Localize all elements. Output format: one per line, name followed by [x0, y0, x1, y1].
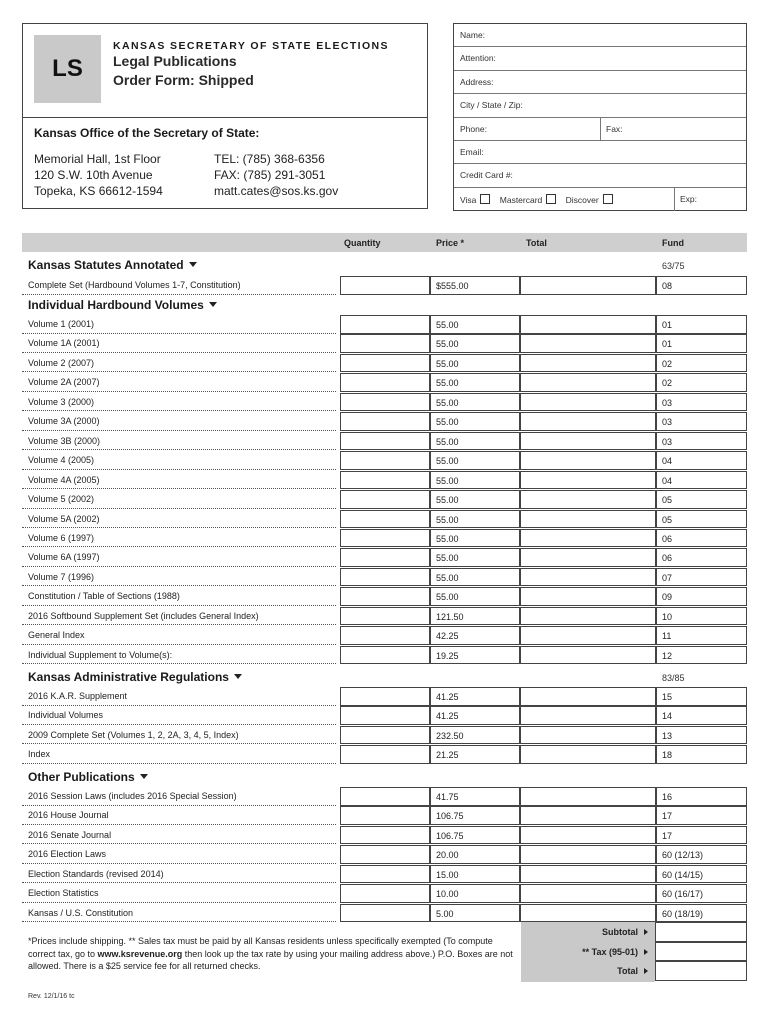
price-cell: 121.50	[430, 607, 520, 626]
table-row	[22, 787, 747, 806]
city-state-zip-field[interactable]	[454, 94, 746, 117]
total-input[interactable]	[520, 726, 656, 745]
table-row	[22, 412, 747, 431]
fund-cell: 07	[656, 568, 747, 587]
table-row	[22, 510, 747, 529]
arrow-right-icon	[644, 949, 648, 955]
price-cell: 106.75	[430, 806, 520, 825]
total-input[interactable]	[520, 845, 656, 864]
price-cell: 21.25	[430, 745, 520, 764]
address-field[interactable]	[454, 71, 746, 94]
total-input[interactable]	[520, 393, 656, 412]
table-row	[22, 451, 747, 470]
mastercard-label: Mastercard	[499, 194, 543, 205]
quantity-input[interactable]	[340, 276, 430, 295]
form-title-line1: Legal Publications	[113, 53, 237, 69]
table-row	[22, 490, 747, 509]
fund-cell: 17	[656, 806, 747, 825]
fund-cell: 01	[656, 334, 747, 353]
price-cell: 55.00	[430, 471, 520, 490]
quantity-input[interactable]	[340, 373, 430, 392]
price-cell: 55.00	[430, 510, 520, 529]
city-label: City / State / Zip:	[460, 100, 523, 111]
dotted-leader	[22, 724, 336, 725]
phone-line: TEL: (785) 368-6356	[214, 152, 325, 166]
fund-cell: 18	[656, 745, 747, 764]
dotted-leader	[22, 824, 336, 825]
table-row	[22, 904, 747, 923]
total-text: Total	[617, 966, 638, 976]
section-fund: 83/85	[662, 673, 685, 683]
quantity-input[interactable]	[340, 706, 430, 725]
quantity-input[interactable]	[340, 806, 430, 825]
item-name: Volume 1 (2001)	[28, 319, 95, 329]
email-field[interactable]	[454, 141, 746, 164]
table-row	[22, 726, 747, 745]
price-cell: 55.00	[430, 412, 520, 431]
fund-cell: 02	[656, 373, 747, 392]
fund-cell: 06	[656, 529, 747, 548]
table-row	[22, 607, 747, 626]
item-name: Volume 6 (1997)	[28, 532, 95, 543]
total-label	[617, 966, 648, 976]
table-row	[22, 646, 747, 665]
table-row	[22, 706, 747, 725]
fund-cell: 06	[656, 548, 747, 567]
table-row	[22, 687, 747, 706]
dotted-leader	[22, 352, 336, 353]
total-input[interactable]	[520, 626, 656, 645]
price-cell: 55.00	[430, 587, 520, 606]
item-name: Volume 3A (2000)	[28, 416, 100, 427]
item-name: Volume 2A (2007)	[28, 377, 100, 388]
table-row	[22, 884, 747, 903]
total-input[interactable]	[520, 412, 656, 431]
item-name: Volume 6A (1997)	[28, 552, 100, 563]
dotted-leader	[22, 333, 336, 334]
fund-cell: 17	[656, 826, 747, 845]
total-input[interactable]	[655, 961, 747, 981]
item-name: Volume 4A (2005)	[28, 474, 100, 485]
col-price: Price *	[436, 238, 465, 248]
dotted-leader	[22, 805, 336, 806]
subtotal-input[interactable]	[655, 922, 747, 942]
dotted-leader	[22, 705, 336, 706]
total-input[interactable]	[520, 432, 656, 451]
table-row	[22, 373, 747, 392]
item-name: Volume 3 (2000)	[28, 396, 95, 407]
address-line: 120 S.W. 10th Avenue	[34, 168, 153, 182]
price-cell: 41.75	[430, 787, 520, 806]
quantity-input[interactable]	[340, 490, 430, 509]
item-name: Individual Supplement to Volume(s):	[28, 649, 173, 660]
arrow-right-icon	[644, 968, 648, 974]
quantity-input[interactable]	[340, 432, 430, 451]
agency-name: KANSAS SECRETARY OF STATE ELECTIONS	[113, 40, 389, 52]
caret-down-icon[interactable]	[209, 302, 217, 307]
name-field[interactable]	[454, 24, 746, 47]
price-cell: 55.00	[430, 393, 520, 412]
dotted-leader	[22, 469, 336, 470]
total-input[interactable]	[520, 806, 656, 825]
section-title[interactable]	[28, 670, 242, 684]
price-cell: 5.00	[430, 904, 520, 923]
fund-cell: 60 (18/19)	[656, 904, 747, 923]
quantity-input[interactable]	[340, 646, 430, 665]
section-title-text: Kansas Statutes Annotated	[28, 258, 184, 272]
total-input[interactable]	[520, 568, 656, 587]
total-input[interactable]	[520, 745, 656, 764]
dotted-leader	[22, 449, 336, 450]
quantity-input[interactable]	[340, 904, 430, 923]
divider	[600, 118, 601, 140]
total-input[interactable]	[520, 826, 656, 845]
table-row	[22, 276, 747, 295]
price-cell: 232.50	[430, 726, 520, 745]
total-input[interactable]	[520, 373, 656, 392]
fund-cell: 15	[656, 687, 747, 706]
fund-cell: 16	[656, 787, 747, 806]
visa-checkbox[interactable]	[480, 194, 490, 204]
col-total: Total	[526, 238, 547, 248]
total-input[interactable]	[520, 315, 656, 334]
arrow-right-icon	[644, 929, 648, 935]
item-name: Constitution / Table of Sections (1988)	[28, 591, 180, 602]
total-input[interactable]	[520, 884, 656, 903]
total-input[interactable]	[520, 334, 656, 353]
item-name: Election Statistics	[28, 888, 99, 899]
item-name: Volume 1A (2001)	[28, 338, 100, 349]
fund-cell: 60 (14/15)	[656, 865, 747, 884]
quantity-input[interactable]	[340, 787, 430, 806]
total-input[interactable]	[520, 904, 656, 923]
fund-cell: 02	[656, 354, 747, 373]
dotted-leader	[22, 663, 336, 664]
table-row	[22, 393, 747, 412]
item-name: Complete Set (Hardbound Volumes 1-7, Constitution)	[28, 280, 241, 290]
caret-down-icon[interactable]	[140, 774, 148, 779]
dotted-leader	[22, 391, 336, 392]
price-cell: 55.00	[430, 548, 520, 567]
note-text: then look up the tax rate by using your mailing address above.) P.O. Boxes are not allowed. There is a $25 service fee for all returned checks.	[28, 948, 513, 971]
name-label: Name:	[460, 30, 486, 40]
item-name: Volume 2 (2007)	[28, 357, 95, 368]
credit-card-field[interactable]	[454, 164, 746, 187]
form-title-line2: Order Form: Shipped	[113, 72, 254, 88]
item-name: 2009 Complete Set (Volumes 1, 2, 2A, 3, 4, 5, Index)	[28, 729, 239, 740]
table-row	[22, 471, 747, 490]
ls-logo: LS	[34, 35, 101, 103]
section-title[interactable]	[28, 770, 148, 784]
quantity-input[interactable]	[340, 865, 430, 884]
quantity-input[interactable]	[340, 315, 430, 334]
total-input[interactable]	[520, 276, 656, 295]
email-label: Email:	[460, 147, 484, 157]
dotted-leader	[22, 882, 336, 883]
total-input[interactable]	[520, 354, 656, 373]
tax-input[interactable]	[655, 942, 747, 962]
dotted-leader	[22, 371, 336, 372]
caret-down-icon[interactable]	[234, 674, 242, 679]
total-input[interactable]	[520, 646, 656, 665]
quantity-input[interactable]	[340, 745, 430, 764]
quantity-input[interactable]	[340, 471, 430, 490]
table-row	[22, 745, 747, 764]
revision-note: Rev. 12/1/16 tc	[28, 993, 75, 1000]
price-cell: 55.00	[430, 373, 520, 392]
fund-cell: 04	[656, 451, 747, 470]
table-row	[22, 626, 747, 645]
fund-cell: 10	[656, 607, 747, 626]
tax-url-link[interactable]: www.ksrevenue.org	[97, 948, 183, 959]
mastercard-checkbox[interactable]	[546, 194, 556, 204]
attention-field[interactable]	[454, 47, 746, 70]
item-name: Volume 4 (2005)	[28, 455, 95, 466]
dotted-leader	[22, 743, 336, 744]
tax-label	[582, 947, 648, 957]
address-label: Address:	[460, 76, 494, 87]
divider	[22, 117, 428, 118]
price-cell: 19.25	[430, 646, 520, 665]
dotted-leader	[22, 644, 336, 645]
fund-cell: 14	[656, 706, 747, 725]
item-name: 2016 Senate Journal	[28, 829, 112, 840]
quantity-input[interactable]	[340, 412, 430, 431]
dotted-leader	[22, 527, 336, 528]
dotted-leader	[22, 488, 336, 489]
price-cell: 55.00	[430, 490, 520, 509]
address-line: Memorial Hall, 1st Floor	[34, 152, 161, 166]
email-line: matt.cates@sos.ks.gov	[214, 184, 339, 198]
fund-cell: 04	[656, 471, 747, 490]
dotted-leader	[22, 508, 336, 509]
table-row	[22, 845, 747, 864]
caret-down-icon[interactable]	[189, 262, 197, 267]
phone-fax-row	[454, 118, 746, 141]
quantity-input[interactable]	[340, 884, 430, 903]
dotted-leader	[22, 546, 336, 547]
dotted-leader	[22, 763, 336, 764]
quantity-input[interactable]	[340, 607, 430, 626]
quantity-input[interactable]	[340, 510, 430, 529]
total-input[interactable]	[520, 787, 656, 806]
quantity-input[interactable]	[340, 845, 430, 864]
table-header	[22, 233, 747, 252]
price-cell: 106.75	[430, 826, 520, 845]
section-title-text: Individual Hardbound Volumes	[28, 298, 204, 312]
table-row	[22, 334, 747, 353]
tax-text: ** Tax (95-01)	[582, 946, 638, 957]
dotted-leader	[22, 921, 336, 922]
fund-cell: 01	[656, 315, 747, 334]
item-name: 2016 House Journal	[28, 810, 109, 821]
section-title-text: Kansas Administrative Regulations	[28, 670, 229, 684]
price-cell: 10.00	[430, 884, 520, 903]
quantity-input[interactable]	[340, 726, 430, 745]
exp-field[interactable]: Exp:	[680, 193, 698, 204]
price-cell: 55.00	[430, 354, 520, 373]
item-name: Kansas / U.S. Constitution	[28, 907, 134, 918]
table-row	[22, 432, 747, 451]
fund-cell: 05	[656, 510, 747, 529]
quantity-input[interactable]	[340, 393, 430, 412]
section-title[interactable]	[28, 298, 217, 312]
total-input[interactable]	[520, 607, 656, 626]
visa-label: Visa	[460, 194, 477, 205]
total-input[interactable]	[520, 587, 656, 606]
price-cell: 41.25	[430, 687, 520, 706]
table-row	[22, 315, 747, 334]
subtotal-label	[602, 927, 648, 937]
price-cell: 15.00	[430, 865, 520, 884]
price-cell: 55.00	[430, 315, 520, 334]
table-row	[22, 548, 747, 567]
price-cell: 55.00	[430, 432, 520, 451]
total-input[interactable]	[520, 865, 656, 884]
table-row	[22, 806, 747, 825]
quantity-input[interactable]	[340, 687, 430, 706]
note-text: *Prices include shipping. ** Sales tax must be paid by all Kansas residents unless specifically exempted (To compute correct tax, go to	[28, 936, 493, 959]
fund-cell: 13	[656, 726, 747, 745]
price-cell: 20.00	[430, 845, 520, 864]
pricing-note	[28, 935, 522, 973]
price-cell: 55.00	[430, 568, 520, 587]
item-name: 2016 Election Laws	[28, 849, 107, 860]
dotted-leader	[22, 294, 336, 295]
fund-cell: 09	[656, 587, 747, 606]
total-input[interactable]	[520, 548, 656, 567]
credit-card-label: Credit Card #:	[460, 170, 513, 181]
quantity-input[interactable]	[340, 334, 430, 353]
price-cell: 42.25	[430, 626, 520, 645]
quantity-input[interactable]	[340, 529, 430, 548]
fax-field[interactable]: Fax:	[606, 123, 623, 134]
dotted-leader	[22, 902, 336, 903]
fund-cell: 60 (12/13)	[656, 845, 747, 864]
table-row	[22, 865, 747, 884]
address-line: Topeka, KS 66612-1594	[34, 184, 163, 198]
item-name: Volume 7 (1996)	[28, 571, 95, 582]
fund-cell: 12	[656, 646, 747, 665]
item-name: 2016 Softbound Supplement Set (includes General Index)	[28, 610, 259, 621]
dotted-leader	[22, 605, 336, 606]
dotted-leader	[22, 585, 336, 586]
dotted-leader	[22, 430, 336, 431]
table-row	[22, 826, 747, 845]
col-quantity: Quantity	[344, 238, 381, 248]
item-name: Individual Volumes	[28, 710, 104, 721]
table-row	[22, 587, 747, 606]
total-input[interactable]	[520, 510, 656, 529]
quantity-input[interactable]	[340, 587, 430, 606]
item-name: Volume 5 (2002)	[28, 494, 95, 505]
item-name: Election Standards (revised 2014)	[28, 868, 164, 879]
subtotal-text: Subtotal	[602, 927, 638, 937]
discover-label: Discover	[565, 194, 599, 205]
section-title-text: Other Publications	[28, 770, 135, 784]
phone-field[interactable]: Phone:	[460, 123, 487, 134]
total-input[interactable]	[520, 687, 656, 706]
fund-cell: 11	[656, 626, 747, 645]
quantity-input[interactable]	[340, 826, 430, 845]
section-title[interactable]	[28, 258, 197, 272]
table-row	[22, 568, 747, 587]
fund-cell: 60 (16/17)	[656, 884, 747, 903]
dotted-leader	[22, 863, 336, 864]
quantity-input[interactable]	[340, 354, 430, 373]
fund-cell: 08	[656, 276, 747, 295]
price-cell: 41.25	[430, 706, 520, 725]
fax-line: FAX: (785) 291-3051	[214, 168, 326, 182]
customer-info-box	[453, 23, 747, 211]
price-cell: 55.00	[430, 529, 520, 548]
quantity-input[interactable]	[340, 548, 430, 567]
quantity-input[interactable]	[340, 568, 430, 587]
price-cell: 55.00	[430, 334, 520, 353]
dotted-leader	[22, 566, 336, 567]
col-fund: Fund	[662, 238, 684, 248]
item-name: Volume 3B (2000)	[28, 435, 101, 446]
price-cell: $555.00	[430, 276, 520, 295]
item-name: General Index	[28, 630, 85, 641]
item-name: 2016 K.A.R. Supplement	[28, 691, 128, 701]
item-name: 2016 Session Laws (includes 2016 Special Session)	[28, 791, 237, 801]
discover-checkbox[interactable]	[603, 194, 613, 204]
fund-cell: 05	[656, 490, 747, 509]
divider	[674, 188, 675, 211]
fund-cell: 03	[656, 412, 747, 431]
price-cell: 55.00	[430, 451, 520, 470]
table-row	[22, 354, 747, 373]
total-input[interactable]	[520, 529, 656, 548]
item-name: Index	[28, 749, 51, 760]
section-fund: 63/75	[662, 261, 685, 271]
dotted-leader	[22, 410, 336, 411]
quantity-input[interactable]	[340, 451, 430, 470]
total-input[interactable]	[520, 490, 656, 509]
quantity-input[interactable]	[340, 626, 430, 645]
card-type-row	[454, 188, 746, 211]
dotted-leader	[22, 624, 336, 625]
total-input[interactable]	[520, 471, 656, 490]
fund-cell: 03	[656, 393, 747, 412]
item-name: Volume 5A (2002)	[28, 513, 100, 524]
fund-cell: 03	[656, 432, 747, 451]
office-heading: Kansas Office of the Secretary of State:	[34, 126, 260, 140]
attention-label: Attention:	[460, 53, 496, 64]
total-input[interactable]	[520, 706, 656, 725]
total-input[interactable]	[520, 451, 656, 470]
table-row	[22, 529, 747, 548]
dotted-leader	[22, 843, 336, 844]
